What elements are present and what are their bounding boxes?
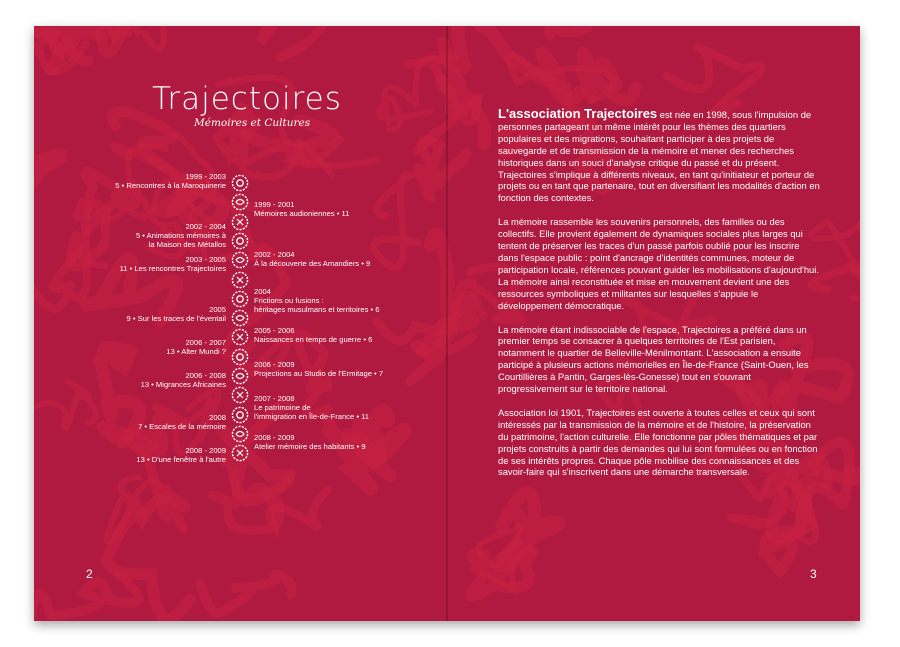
page-fold [446, 26, 448, 621]
timeline-badge-icon [231, 309, 249, 327]
timeline-label: À la découverte des Amandiers • 9 [254, 259, 371, 268]
timeline-label: Frictions ou fusions : [254, 295, 324, 305]
timeline-dates: 2004 [254, 286, 271, 296]
timeline-dates: 2006 - 2008 [185, 371, 226, 381]
timeline-badge-icon [231, 251, 249, 269]
timeline-entry-right [254, 287, 379, 314]
timeline-label: 13 • Migrances Africaines [140, 380, 226, 390]
brochure-spread [34, 26, 860, 621]
timeline-entry-left [141, 371, 226, 389]
timeline-label: 9 • Sur les traces de l'éventail [126, 313, 226, 323]
logo-title: Trajectoires [152, 81, 342, 117]
pattern-squiggle [458, 26, 579, 100]
timeline-entry-left [126, 305, 226, 323]
timeline-label: 11 • Les rencontres Trajectoires [119, 263, 226, 273]
timeline-badge-icon [231, 444, 249, 462]
timeline-label: 7 • Escales de la mémoire [138, 421, 226, 431]
paragraph-memory: La mémoire rassemble les souvenirs personnels, des familles ou des collectifs. Elle provient également de dynamiques sociales plus larges qui tentent de préserver les traces d'un passé parfois oublié pour les inscrire dans l'espace public : point d'ancrage d'identités communes, moteur de participation locale, références pouvant guider les mobilisations d'aujourd'hui. La mémoire ainsi reconstituée et mise en mouvement devient une des ressources symboliques et militantes sur lesquelles s'appuie le développement démocratique. [498, 216, 819, 311]
timeline-badge-icon [231, 174, 249, 192]
timeline-label: la Maison des Métallos [148, 239, 226, 249]
timeline-entry-left [138, 413, 226, 431]
timeline-entry-left [136, 222, 226, 249]
timeline-entry-left [136, 446, 226, 464]
paragraph-association: Association loi 1901, Trajectoires est ouverte à toutes celles et ceux qui sont intéressés par la transmission de la mémoire et de l'histoire, la préservation du patrimoine, l'action culturelle. Elle fonctionne par pôles thématiques et par projets construits à partir des demandes qui lui sont formulées ou en fonction de ses intérêts propres. Chaque pôle mobilise des connaissances et des savoir-faire qui s'inscrivent dans une démarche transversale. [498, 406, 818, 478]
pattern-squiggle [667, 47, 762, 115]
timeline-badge-icon [231, 348, 249, 366]
timeline-entry-right [254, 394, 369, 421]
timeline-badge-icon [231, 367, 249, 385]
timeline-label: Naissances en temps de guerre • 6 [254, 335, 373, 345]
pattern-squiggle [513, 26, 586, 35]
pattern-squiggle [471, 543, 532, 596]
project-timeline [34, 26, 446, 621]
timeline-entry-right [254, 200, 349, 218]
paragraph-space: La mémoire étant indissociable de l'espace, Trajectoires a préféré dans un premier temps se consacrer à quelques territoires de l'Est parisien, notamment le quartier de Belleville-Ménilmontant. L'association a ensuite participé à plusieurs actions mémorielles en Île-de-France (Saint-Ouen, les Courtillières à Pantin, Garges-lès-Gonesse) tout en s'ouvrant progressivement sur le territoire national. [498, 323, 809, 395]
timeline-dates: 2007 - 2008 [254, 394, 295, 404]
timeline-dates: 1999 - 2003 [185, 172, 226, 181]
timeline-dates: 2005 - 2006 [254, 326, 295, 336]
timeline-badge-icon [231, 425, 249, 443]
timeline-label: Atelier mémoire des habitants • 9 [254, 441, 366, 451]
timeline-dates: 2002 - 2004 [185, 221, 226, 231]
timeline-label: Le patrimoine de [254, 403, 311, 413]
timeline-badge-icon [231, 193, 249, 211]
timeline-badge-icon [231, 213, 249, 231]
timeline-entry-right [254, 360, 383, 378]
timeline-dates: 2003 - 2005 [185, 254, 226, 264]
page-number-left: 2 [86, 567, 93, 581]
timeline-entry-left [115, 172, 226, 190]
intro-text: est née en 1998, sous l'impulsion de personnes partageant un même intérêt pour les thèmes des quartiers populaires et des migrations, souhaitant participer à des projets de sauvegarde et de transmission de la mémoire et mener des recherches historiques dans un souci d'analyse critique du passé et du présent. Trajectoires s'implique à différents niveaux, en tant qu'initiateur et porteur de projets ou en tant que partenaire, tout en diversifiant les modalités d'action en fonction des contextes. [498, 109, 820, 204]
timeline-label: 5 • Animations mémoires à [135, 230, 226, 240]
page-number-right: 3 [810, 567, 817, 581]
timeline-dates: 2008 - 2009 [254, 432, 295, 442]
association-text [498, 108, 820, 490]
timeline-label: 5 • Rencontres à la Maroquinerie [115, 181, 226, 190]
timeline-dates: 2006 - 2007 [185, 337, 226, 347]
timeline-label: 13 • D'une fenêtre à l'autre [136, 454, 226, 464]
timeline-dates: 2005 [209, 304, 226, 314]
timeline-label: héritages musulmans et territoires • 6 [254, 304, 380, 314]
timeline-entry-right [254, 326, 372, 344]
timeline-label: 13 • Alter Mundi ? [166, 346, 226, 356]
timeline-badge-icon [231, 386, 249, 404]
timeline-entry-left [166, 338, 226, 356]
timeline-dates: 2008 [209, 412, 226, 422]
timeline-badge-icon [231, 290, 249, 308]
timeline-badge-icon [231, 232, 249, 250]
timeline-badge-icon [231, 406, 249, 424]
timeline-dates: 2002 - 2004 [254, 250, 295, 259]
timeline-entry-right [254, 250, 370, 268]
timeline-badge-icon [231, 271, 249, 289]
timeline-badge-icon [231, 328, 249, 346]
timeline-dates: 2008 - 2009 [185, 445, 226, 455]
timeline-label: Projections au Studio de l'Ermitage • 7 [254, 368, 384, 378]
timeline-entry-right [254, 433, 366, 451]
timeline-label: l'immigration en Île-de-France • 11 [254, 412, 369, 422]
timeline-entry-left [120, 255, 226, 273]
timeline-label: Mémoires audioniennes • 11 [254, 209, 350, 219]
paragraph-intro [498, 108, 820, 204]
association-name: L'association Trajectoires [498, 106, 658, 121]
timeline-dates: 1999 - 2001 [254, 200, 295, 210]
timeline-dates: 2006 - 2009 [254, 359, 295, 369]
logo-subtitle: Mémoires et Cultures [194, 117, 311, 129]
